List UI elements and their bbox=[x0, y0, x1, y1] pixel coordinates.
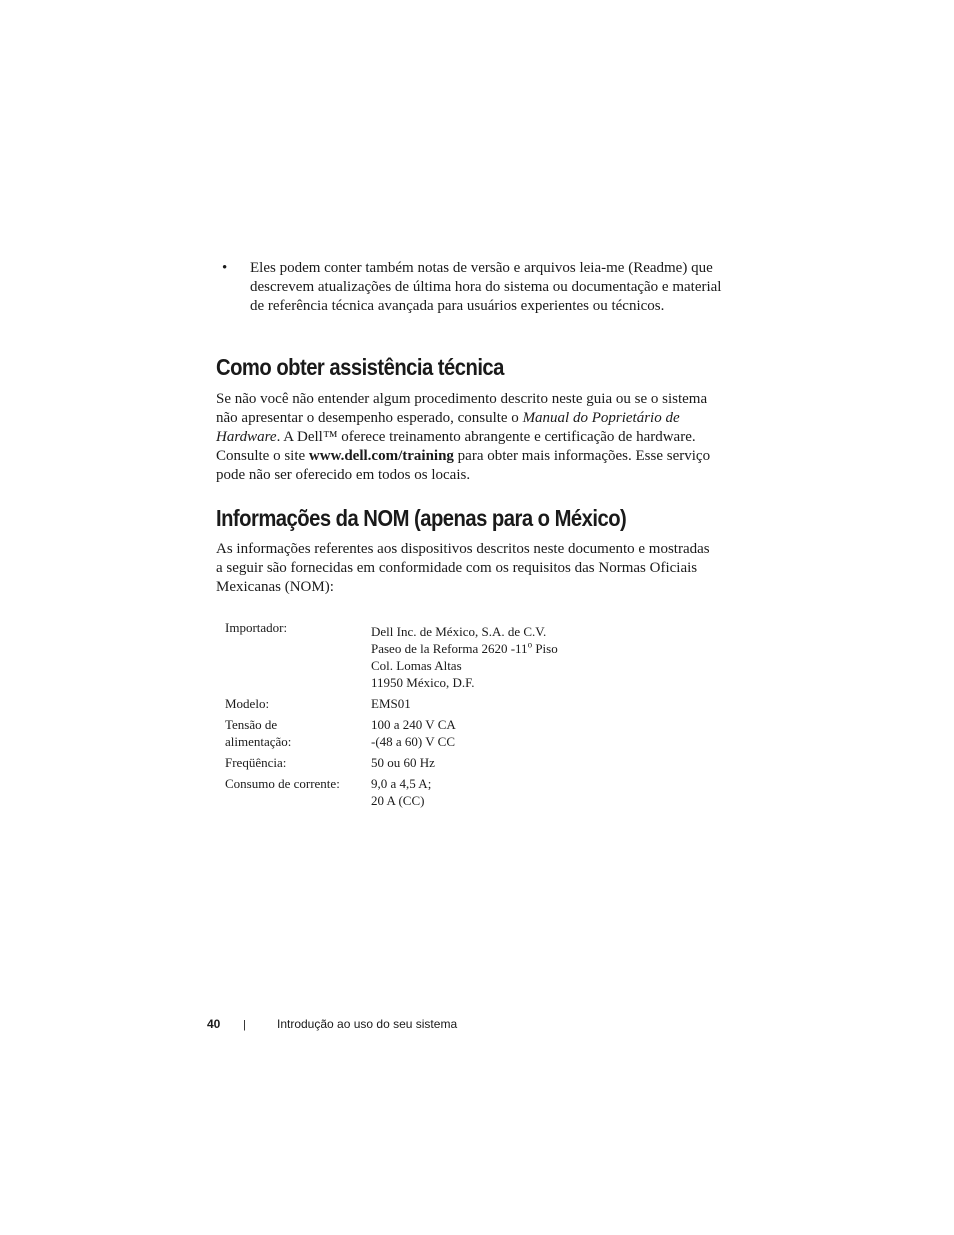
importer-address-street: Paseo de la Reforma 2620 -11 bbox=[371, 641, 528, 656]
bullet-item bbox=[222, 259, 722, 316]
importer-line-1: Dell Inc. de México, S.A. de C.V. bbox=[371, 624, 547, 639]
current-value-dc: 20 A (CC) bbox=[371, 793, 425, 808]
voltage-value-dc: -(48 a 60) V CC bbox=[371, 734, 456, 749]
bullet-text: Eles podem conter também notas de versão e arquivos leia-me (Readme) que descrevem atualizações de última hora do sistema ou documentação e material de referência técnica avançada para usuários experientes ou técnicos. bbox=[250, 260, 722, 314]
importer-address-floor: Piso bbox=[532, 641, 558, 656]
importer-label: Importador: bbox=[225, 620, 288, 635]
voltage-value bbox=[371, 716, 645, 750]
frequency-value: 50 ou 60 Hz bbox=[371, 755, 435, 770]
bullet-symbol: • bbox=[222, 260, 228, 276]
nom-info-table bbox=[225, 619, 645, 813]
importer-line-3: Col. Lomas Altas bbox=[371, 658, 462, 673]
nom-row-voltage bbox=[225, 716, 645, 750]
importer-line-2 bbox=[371, 640, 645, 657]
voltage-label-line-1: Tensão de bbox=[225, 717, 278, 732]
nom-paragraph: As informações referentes aos dispositivos descritos neste documento e mostradas a seguir são fornecidas em conformidade com os requisitos das Normas Oficiais Mexicanas (NOM): bbox=[216, 541, 710, 595]
section-heading-tech-support: Como obter assistência técnica bbox=[216, 354, 504, 380]
model-label: Modelo: bbox=[225, 696, 270, 711]
voltage-value-ac: 100 a 240 V CA bbox=[371, 717, 456, 732]
section-heading-nom: Informações da NOM (apenas para o México) bbox=[216, 505, 627, 531]
page-number: 40 bbox=[207, 1017, 221, 1031]
nom-row-frequency bbox=[225, 754, 645, 771]
current-value bbox=[371, 775, 645, 809]
footer-separator: | bbox=[243, 1019, 246, 1031]
importer-line-4: 11950 México, D.F. bbox=[371, 675, 475, 690]
nom-row-model bbox=[225, 695, 645, 712]
page-footer bbox=[207, 1016, 457, 1033]
model-value: EMS01 bbox=[371, 696, 411, 711]
voltage-label bbox=[225, 716, 371, 750]
nom-row-current bbox=[225, 775, 645, 809]
current-label: Consumo de corrente: bbox=[225, 776, 340, 791]
tech-text-1: Se não você não entender algum procedimento descrito neste guia ou se o sistema não apresentar o desempenho esperado, consulte o bbox=[216, 391, 708, 426]
tech-support-paragraph bbox=[216, 390, 716, 485]
current-value-ac: 9,0 a 4,5 A; bbox=[371, 776, 432, 791]
frequency-label: Freqüência: bbox=[225, 755, 287, 770]
importer-value bbox=[371, 619, 645, 691]
manual-title: Manual do Poprietário de Hardware bbox=[216, 410, 680, 445]
training-url: www.dell.com/training bbox=[308, 448, 454, 464]
voltage-label-line-2: alimentação: bbox=[225, 734, 292, 749]
footer-title: Introdução ao uso do seu sistema bbox=[277, 1017, 458, 1031]
importer-address-sup: o bbox=[527, 639, 533, 650]
tech-text-2: . A Dell™ oferece treinamento abrangente e certificação de hardware. Consulte o site bbox=[216, 429, 696, 464]
tech-text-3: para obter mais informações. Esse serviço pode não ser oferecido em todos os locais. bbox=[216, 448, 711, 483]
nom-row-importer bbox=[225, 619, 645, 691]
